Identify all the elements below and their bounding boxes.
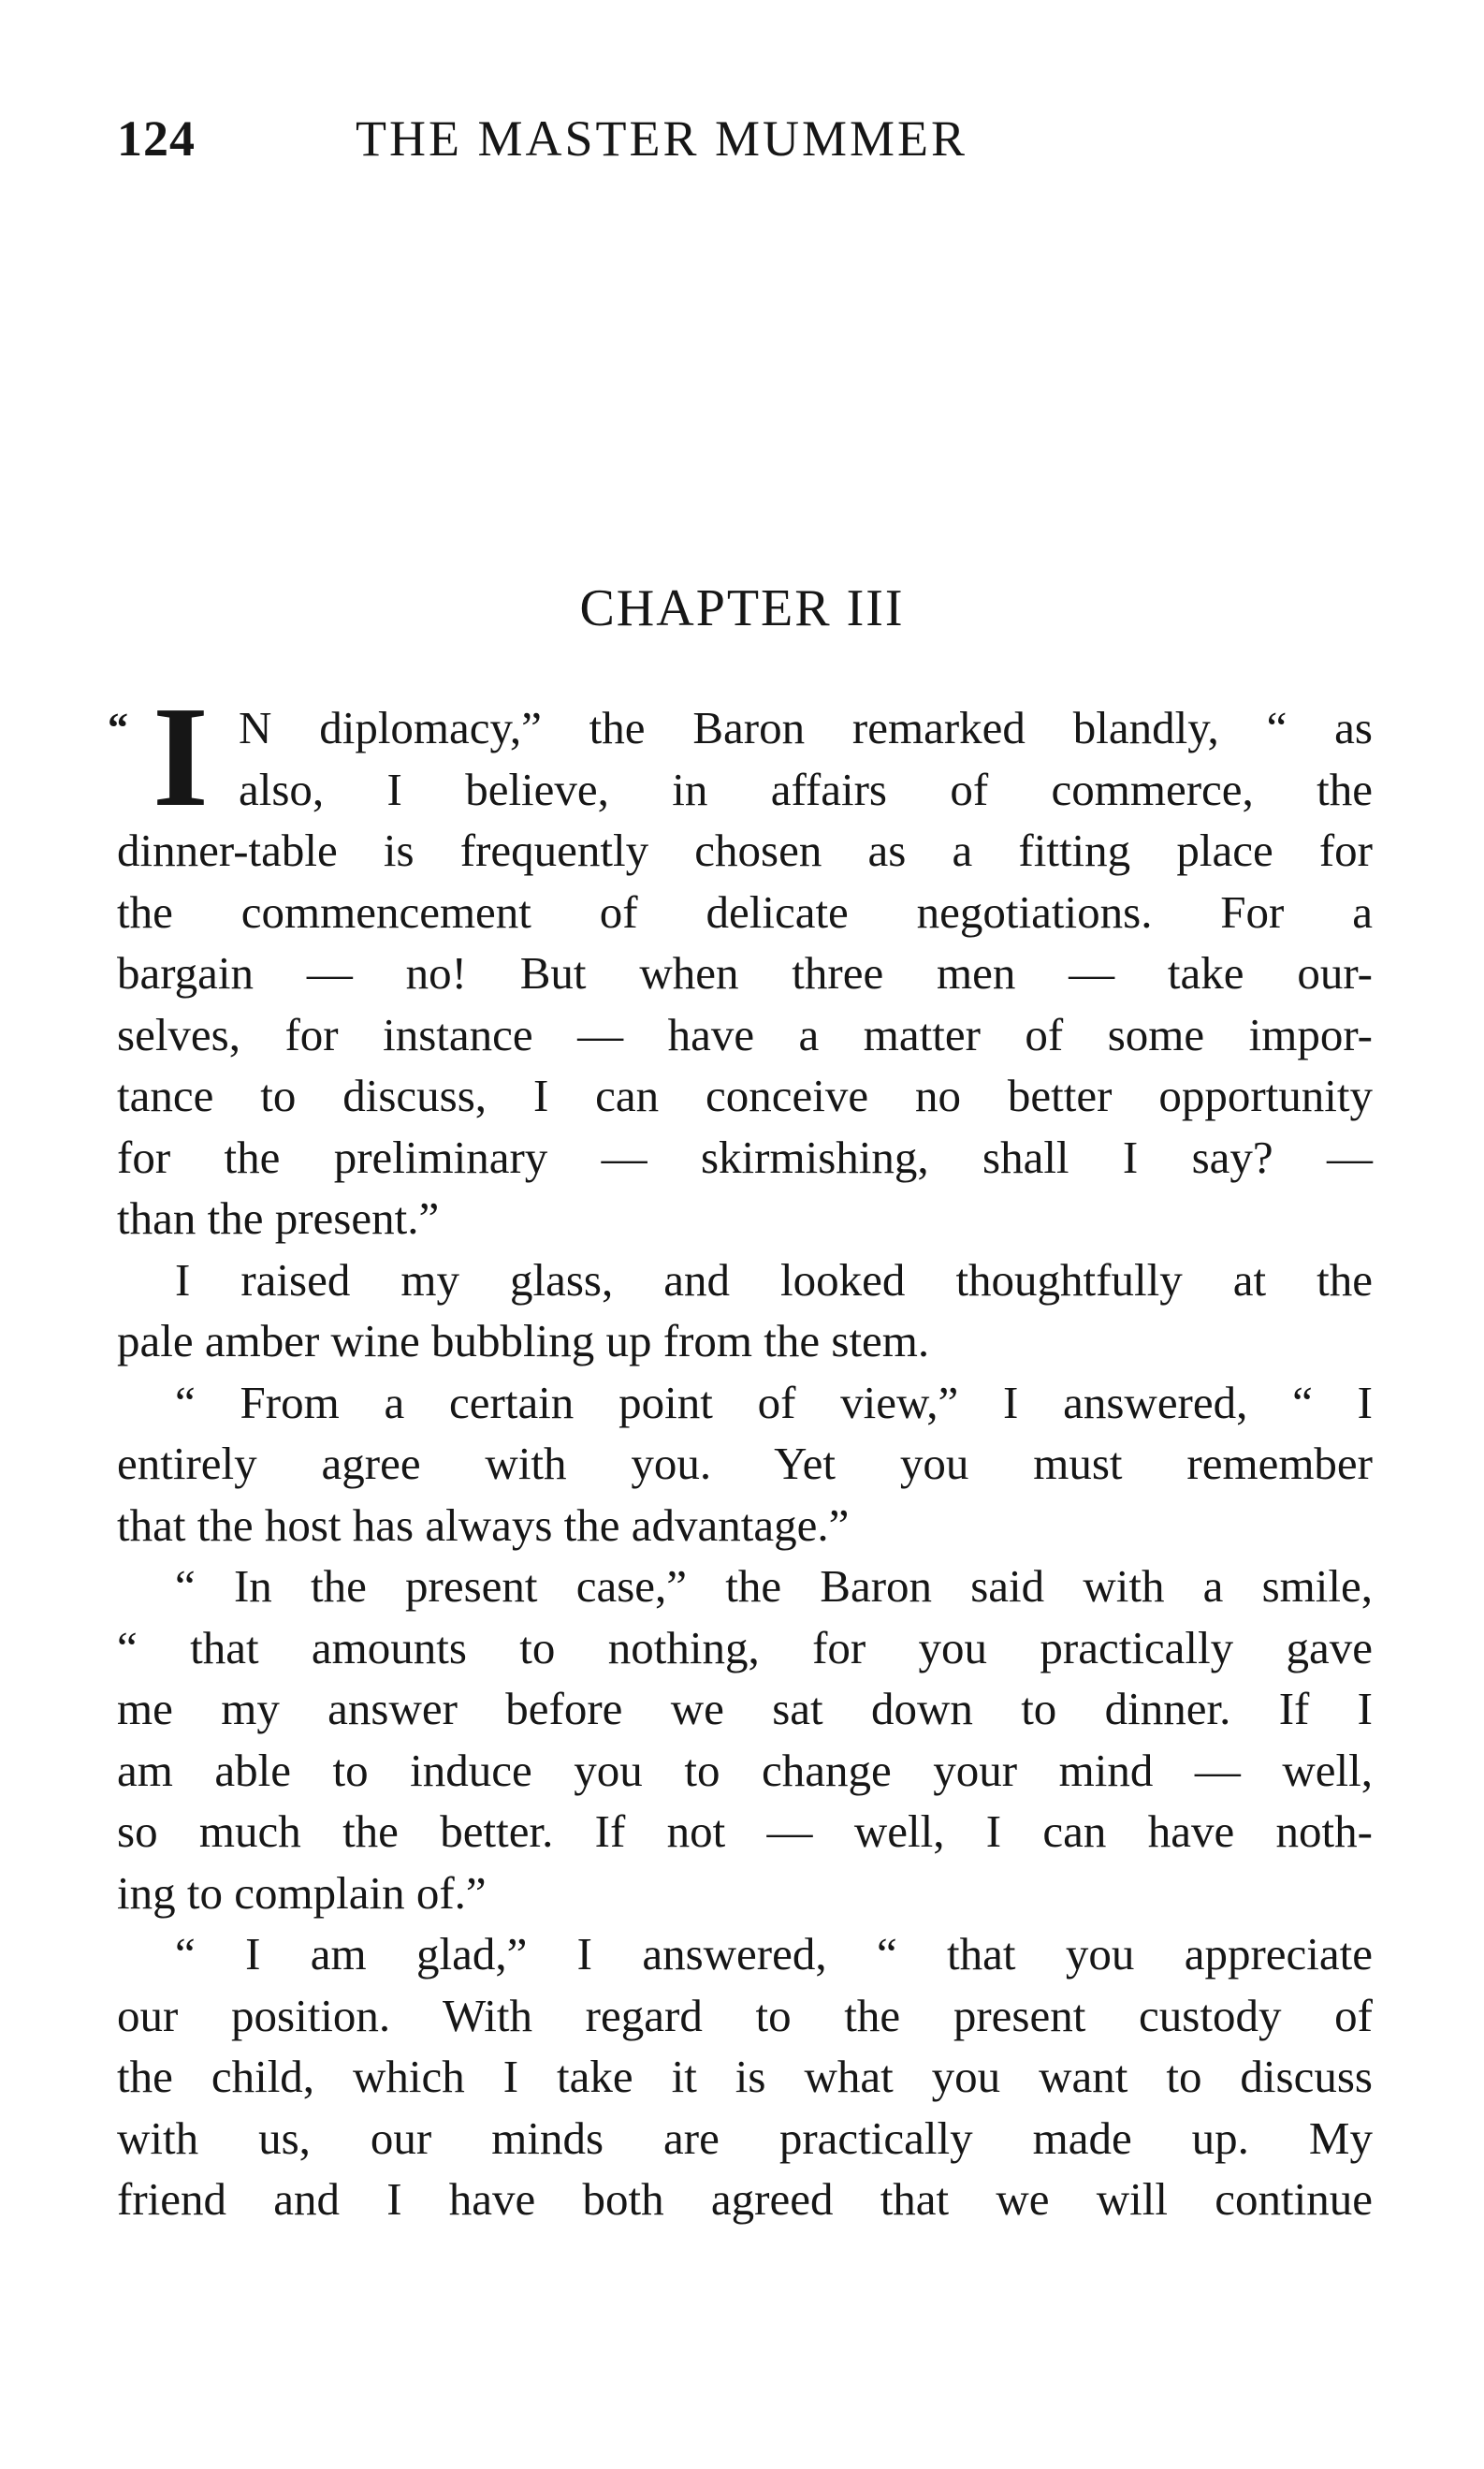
text-line: entirely agree with you. Yet you must remember [117, 1438, 1373, 1489]
running-title: THE MASTER MUMMER [356, 110, 968, 167]
text-line: that the host has always the advantage.” [117, 1498, 850, 1551]
text-line: “ I am glad,” I answered, “ that you appreciate [175, 1928, 1373, 1980]
text-line: pale amber wine bubbling up from the stem. [117, 1315, 930, 1366]
page-number: 124 [117, 110, 196, 167]
text-line: ing to complain of.” [117, 1866, 487, 1919]
text-line: for the preliminary — skirmishing, shall I say? — [117, 1131, 1373, 1183]
text-line: “ In the present case,” the Baron said with a smile, [175, 1560, 1373, 1612]
running-head [117, 101, 1371, 176]
drop-cap-letter: I [153, 678, 209, 837]
text-line: so much the better. If not — well, I can have noth- [117, 1805, 1373, 1857]
text-line: also, I believe, in affairs of commerce, the [239, 763, 1373, 815]
text-line: with us, our minds are practically made up. My [117, 2111, 1373, 2164]
opening-quote-mark: “ [108, 705, 128, 751]
text-line: selves, for instance — have a matter of some impor- [117, 1008, 1373, 1060]
text-line: I raised my glass, and looked thoughtfully at the [175, 1253, 1373, 1306]
text-line-content: N diplomacy,” the Baron remarked blandly, “ as [239, 702, 1373, 753]
text-line: than the present.” [117, 1192, 440, 1244]
text-line: the child, which I take it is what you want to discuss [117, 2051, 1373, 2102]
text-line: our position. With regard to the present custody of [117, 1989, 1373, 2041]
text-line: tance to discuss, I can conceive no better opportunity [117, 1070, 1373, 1121]
text-line: “ that amounts to nothing, for you practically gave [117, 1621, 1373, 1673]
text-line: friend and I have both agreed that we will continue [117, 2173, 1373, 2225]
text-line: bargain — no! But when three men — take our- [117, 947, 1373, 999]
chapter-heading: CHAPTER III [579, 579, 905, 637]
text-line: am able to induce you to change your mind — well, [117, 1744, 1373, 1796]
text-line: dinner-table is frequently chosen as a fitting place for [117, 825, 1373, 876]
text-line: me my answer before we sat down to dinner. If I [117, 1683, 1373, 1734]
text-line: the commencement of delicate negotiations. For a [117, 885, 1373, 938]
body-text [108, 678, 1373, 2230]
text-line: “ From a certain point of view,” I answered, “ I [175, 1376, 1373, 1428]
